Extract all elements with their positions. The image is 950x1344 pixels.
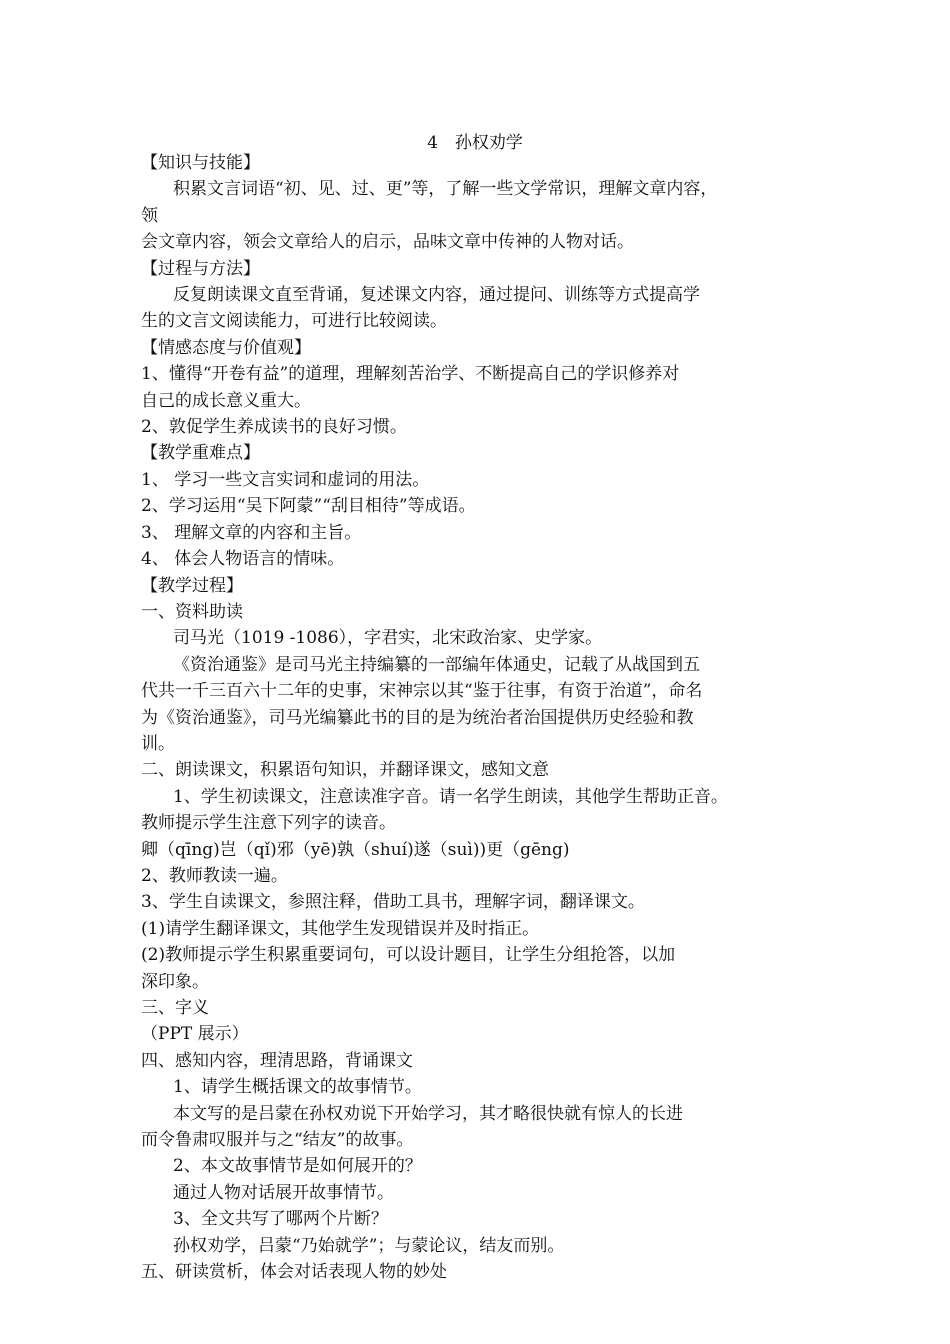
- text-line: 1、 学习一些文言实词和虚词的用法。: [141, 469, 430, 490]
- text-line: (1)请学生翻译课文，其他学生发现错误并及时指正。: [141, 918, 540, 939]
- text-line: 孙权劝学，吕蒙“乃始就学”；与蒙论议，结友而别。: [173, 1235, 565, 1256]
- text-line: 3、学生自读课文，参照注释，借助工具书，理解字词，翻译课文。: [141, 892, 645, 913]
- text-line: 3、 理解文章的内容和主旨。: [141, 522, 362, 543]
- text-line: 1、学生初读课文，注意读准字音。请一名学生朗读，其他学生帮助正音。: [173, 786, 728, 807]
- text-line: 教师提示学生注意下列字的读音。: [141, 813, 396, 834]
- text-line: 2、本文故事情节是如何展开的？: [173, 1156, 422, 1177]
- text-line: 而令鲁肃叹服并与之“结友”的故事。: [141, 1130, 414, 1151]
- text-line: 通过人物对话展开故事情节。: [173, 1182, 394, 1203]
- text-line: 自己的成长意义重大。: [141, 390, 311, 411]
- text-line: 2、教师教读一遍。: [141, 865, 288, 886]
- text-line: （PPT 展示）: [141, 1024, 249, 1045]
- text-line: 【教学过程】: [141, 575, 243, 596]
- text-line: 积累文言词语“初、见、过、更”等，了解一些文学常识，理解文章内容，: [173, 179, 718, 200]
- text-line: 领: [141, 205, 158, 226]
- text-line: 4、 体会人物语言的情味。: [141, 549, 345, 570]
- page-title: 4 孙权劝学: [427, 133, 523, 153]
- text-line: 【过程与方法】: [141, 258, 260, 279]
- text-line: 一、资料助读: [141, 601, 243, 622]
- text-line: 深印象。: [141, 971, 209, 992]
- text-line: 卿（qīng)岂（qǐ)邪（yē)孰（shuí)遂（suì))更（gēng): [141, 839, 570, 860]
- text-line: 训。: [141, 733, 175, 754]
- text-line: 本文写的是吕蒙在孙权劝说下开始学习，其才略很快就有惊人的长进: [173, 1103, 683, 1124]
- text-line: 四、感知内容，理清思路，背诵课文: [141, 1050, 413, 1071]
- text-line: 1、请学生概括课文的故事情节。: [173, 1077, 422, 1098]
- text-line: 《资治通鉴》是司马光主持编纂的一部编年体通史，记载了从战国到五: [173, 654, 700, 675]
- text-line: 3、全文共写了哪两个片断？: [173, 1209, 388, 1230]
- text-line: 生的文言文阅读能力，可进行比较阅读。: [141, 311, 447, 332]
- text-line: 为《资治通鉴》，司马光编纂此书的目的是为统治者治国提供历史经验和教: [141, 707, 694, 728]
- text-line: 2、学习运用“吴下阿蒙”“刮目相待”等成语。: [141, 496, 476, 517]
- text-line: 【知识与技能】: [141, 153, 260, 173]
- document-body: [141, 150, 841, 1285]
- text-line: 1、懂得“开卷有益”的道理，理解刻苦治学、不断提高自己的学识修养对: [141, 364, 680, 385]
- text-line: 2、敦促学生养成读书的良好习惯。: [141, 417, 407, 438]
- text-line: 【情感态度与价值观】: [141, 337, 311, 358]
- text-line: 反复朗读课文直至背诵，复述课文内容，通过提问、训练等方式提高学: [173, 285, 700, 306]
- text-line: 代共一千三百六十二年的史事，宋神宗以其“鉴于往事，有资于治道”，命名: [141, 681, 703, 702]
- text-line: 司马光（1019 -1086），字君实，北宋政治家、史学家。: [173, 628, 603, 649]
- text-line: (2)教师提示学生积累重要词句，可以设计题目，让学生分组抢答，以加: [141, 945, 676, 966]
- text-line: 二、朗读课文，积累语句知识，并翻译课文，感知文意: [141, 760, 549, 781]
- text-line: 三、字义: [141, 998, 209, 1018]
- text-line: 【教学重难点】: [141, 443, 260, 464]
- text-line: 会文章内容，领会文章给人的启示，品味文章中传神的人物对话。: [141, 232, 634, 253]
- text-line: 五、研读赏析，体会对话表现人物的妙处: [141, 1262, 447, 1283]
